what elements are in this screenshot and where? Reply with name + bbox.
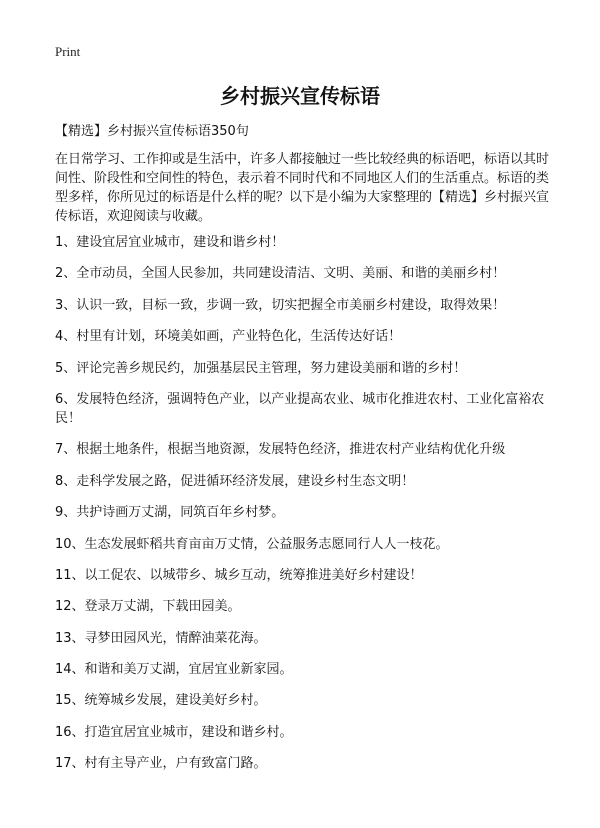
slogan-item: 16、打造宜居宜业城市，建设和谐乡村。: [55, 724, 293, 740]
page-title: 乡村振兴宣传标语: [220, 84, 380, 108]
slogan-item: 5、评论完善乡规民约，加强基层民主管理，努力建设美丽和谐的乡村！: [55, 360, 467, 376]
slogan-item: 8、走科学发展之路，促进循环经济发展，建设乡村生态文明！: [55, 473, 415, 489]
slogan-item: 3、认识一致，目标一致，步调一致，切实把握全市美丽乡村建设，取得效果！: [55, 297, 506, 313]
slogan-item: 11、以工促农、以城带乡、城乡互动，统筹推进美好乡村建设！: [55, 567, 423, 583]
document-subtitle: 【精选】乡村振兴宣传标语350句: [55, 124, 249, 139]
slogan-item: 14、和谐和美万丈湖，宜居宜业新家园。: [55, 662, 293, 678]
slogan-list: [55, 233, 560, 786]
slogan-item: 9、共护诗画万丈湖，同筑百年乡村梦。: [55, 505, 285, 521]
slogan-item: 15、统筹城乡发展，建设美好乡村。: [55, 693, 267, 709]
slogan-item: 6、发展特色经济，强调特色产业，以产业提高农业、城市化推进农村、工业化富裕农民！: [55, 391, 545, 426]
slogan-item: 4、村里有计划，环境美如画，产业特色化，生活传达好话！: [55, 329, 402, 345]
slogan-item: 10、生态发展虾稻共育亩亩万丈情，公益服务志愿同行人人一枝花。: [55, 536, 449, 552]
slogan-item: 12、登录万丈湖，下载田园美。: [55, 599, 241, 615]
intro-paragraph: 在日常学习、工作抑或是生活中，许多人都接触过一些比较经典的标语吧，标语以其时间性、阶段性和空间性的特色，表示着不同时代和不同地区人们的生活重点。标语的类型多样，你所见过的标语是什么样的呢？以下是小编为大家整理的【精选】乡村振兴宣传标语，欢迎阅读与收藏。: [55, 152, 550, 224]
print-link[interactable]: Print: [55, 44, 81, 59]
slogan-item: 1、建设宜居宜业城市，建设和谐乡村！: [55, 235, 285, 250]
slogan-item: 13、寻梦田园风光，情醉油菜花海。: [55, 630, 267, 646]
slogan-item: 7、根据土地条件，根据当地资源，发展特色经济，推进农村产业结构优化升级: [55, 442, 506, 458]
slogan-item: 2、全市动员，全国人民参加，共同建设清洁、文明、美丽、和谐的美丽乡村！: [55, 266, 506, 282]
slogan-item: 17、村有主导产业，户有致富门路。: [55, 756, 267, 772]
